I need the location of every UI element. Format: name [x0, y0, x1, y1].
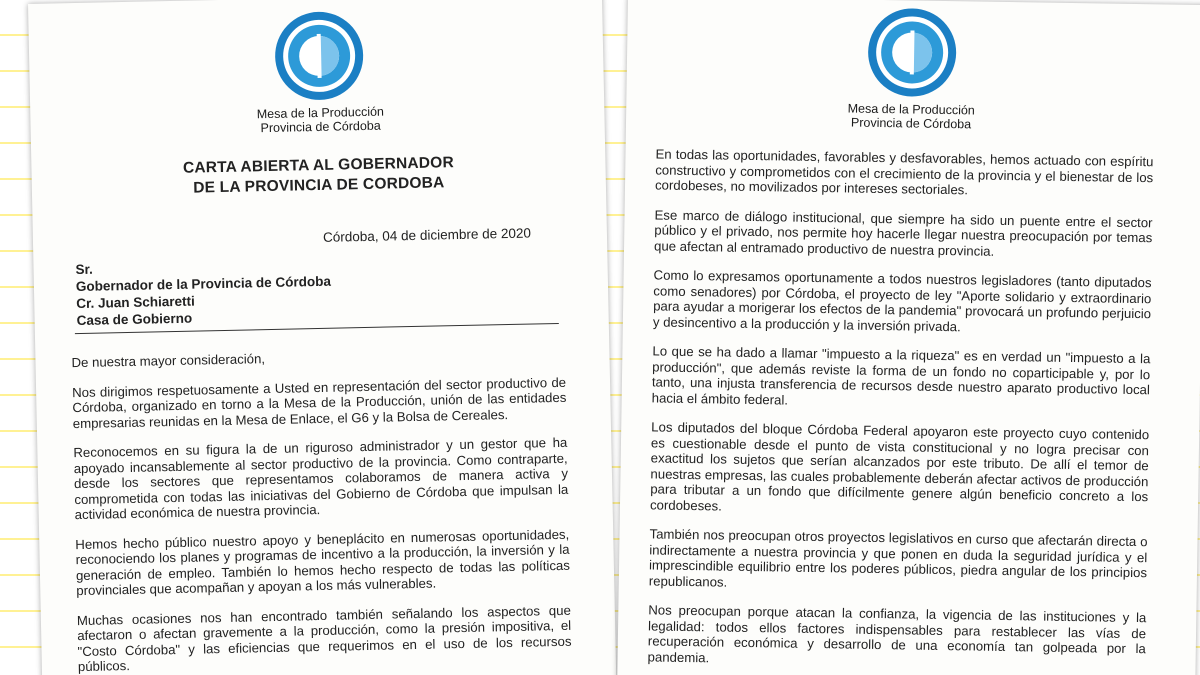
letter-page-2	[617, 0, 1200, 675]
paragraph: Nos dirigimos respetuosamente a Usted en representación del sector productivo de Córdoba, organizado en torno a la Mesa de la Producción, unión de las entidades empresarias reunidas en la Mesa de Enlace, el G6 y la Bolsa de Cereales.	[71, 374, 567, 431]
paragraph: Nos preocupan porque atacan la confianza, la vigencia de las instituciones y la legalidad: todos ellos factores indispensables para restablecer las vías de recuperación económica y desarrollo de una economía tan golpeada por la pandemia.	[647, 602, 1147, 665]
paragraph: Ese marco de diálogo institucional, que siempre ha sido un puente entre el sector público y el privado, nos permite hoy hacerle llegar nuestra preocupación por temas que afectan al entramado productivo de nuestra provincia.	[653, 206, 1153, 259]
logo-line-1: Mesa de la Producción	[847, 101, 975, 118]
logo-block	[781, 4, 1043, 132]
letter-body	[647, 146, 1153, 675]
recipient-address	[75, 256, 331, 329]
paragraph: Lo que se ha dado a llamar "impuesto a la riqueza" es en verdad un "impuesto a la producción", que además reviste la forma de un fondo no coparticipable y, por lo tanto, una injusta transferencia de recursos desde nuestro aparato productivo local hacia el ámbito federal.	[651, 343, 1151, 408]
mesa-produccion-logo-icon	[863, 6, 960, 99]
letter-page-1	[28, 0, 617, 675]
address-line: Casa de Gobierno	[76, 310, 193, 329]
logo-line-2: Provincia de Córdoba	[260, 118, 381, 136]
paragraph: Hemos hecho público nuestro apoyo y beneplácito en numerosas oportunidades, reconociendo los planes y programas de incentivo a la producción, la inversión y la generación de empleo. También lo hemos hecho respecto de todas las políticas provinciales que acompañan y apoyan a los más vulnerables.	[75, 526, 571, 599]
title-line-2: DE LA PROVINCIA DE CORDOBA	[193, 174, 445, 197]
logo-block	[188, 7, 451, 136]
address-line: Sr.	[75, 261, 93, 278]
paragraph: También nos preocupan otros proyectos legislativos en curso que afectarán directa o indirectamente a nuestra provincia y que ponen en duda la seguridad jurídica y el imprescindible equilibrio entre los poderes públicos, piedra angular de los principios republicanos.	[648, 526, 1148, 590]
mesa-produccion-logo-icon	[270, 9, 368, 103]
paragraph: Los diputados del bloque Córdoba Federal apoyaron este proyecto cuyo contenido es cuestionable desde el punto de vista constitucional y no logra precisar con exactitud los sujetos que serían alcanzados por este tributo. De allí el temor de nuestras empresas, las cuales probablemente deberán afectar activos de producción para tributar a un fondo que difícilmente genere algún beneficio concreto a los cordobeses.	[649, 419, 1150, 514]
paragraph: Como lo expresamos oportunamente a todos nuestros legisladores (tanto diputados como senadores) por Córdoba, el proyecto de ley "Aporte solidario y extraordinario para ayudar a morigerar los efectos de la pandemia" provocará un profundo perjuicio y desincentivo a la producción y la inversión privada.	[652, 267, 1152, 334]
paragraph: Reconocemos en su figura la de un riguroso administrador y un gestor que ha apoyado incansablemente al sector productivo de la provincia. Como contraparte, desde los sectores que representamos colaboramos de manera activa y comprometida con todas las iniciativas del Gobierno de Córdoba que impulsan la actividad económica de nuestra provincia.	[73, 434, 569, 523]
paragraph: En todas las oportunidades, favorables y desfavorables, hemos actuado con espíritu constructivo y comprometidos con el crecimiento de la provincia y el bienestar de los cordobeses, no movilizados por intereses sectoriales.	[654, 146, 1154, 198]
paragraph: Muchas ocasiones nos han encontrado también señalando los aspectos que afectaron o afectan gravemente a la producción, como la presión impositiva, el "Costo Córdoba" y las eficiencias que requerimos en el uso de los recursos públicos.	[76, 602, 572, 675]
letter-date: Córdoba, 04 de diciembre de 2020	[322, 225, 532, 245]
letter-body	[71, 345, 572, 675]
letter-title	[31, 150, 606, 202]
logo-line-1: Mesa de la Producción	[256, 104, 385, 122]
address-line: Cr. Juan Schiaretti	[76, 293, 195, 312]
paragraph-salutation: De nuestra mayor consideración,	[71, 351, 266, 371]
address-line: Gobernador de la Provincia de Córdoba	[75, 273, 332, 295]
logo-line-2: Provincia de Córdoba	[850, 115, 972, 132]
title-line-1: CARTA ABIERTA AL GOBERNADOR	[182, 154, 455, 177]
